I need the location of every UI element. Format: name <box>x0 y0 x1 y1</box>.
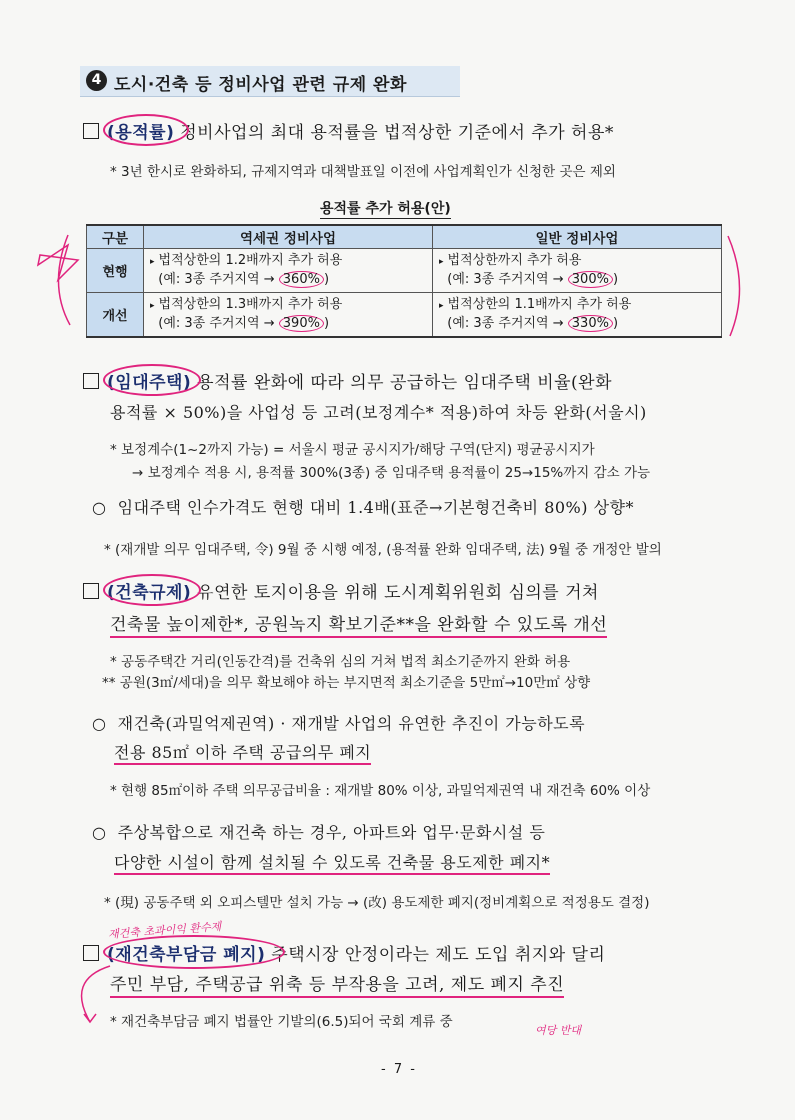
s2-note-2: → 보정계수 적용 시, 용적률 300%(3종) 중 임대주택 용적률이 25→15%까지 감소 가능 <box>132 465 651 481</box>
triangle-bullet-icon: ▸ <box>150 300 155 311</box>
checkbox-square-icon <box>83 373 99 389</box>
triangle-bullet-icon: ▸ <box>439 300 444 311</box>
pink-circle-mark <box>103 935 285 969</box>
s2-bullet: ○ 임대주택 인수가격도 현행 대비 1.4배(표준→기본형건축비 80%) 상향* <box>92 498 634 517</box>
handdrawn-arrow-icon <box>60 960 120 1030</box>
checkbox-square-icon <box>83 945 99 961</box>
pink-circle-mark <box>103 364 201 396</box>
table-cell: ▸ 법적상한의 1.2배까지 추가 허용 (예: 3종 주거지역 → 360% ) <box>144 249 433 293</box>
s3-bullet-2-note: * (現) 공동주택 외 오피스텔만 설치 가능 → (改) 용도제한 폐지(정비계획으로 적정용도 결정) <box>104 895 650 911</box>
checkbox-square-icon <box>83 583 99 599</box>
row-label: 개선 <box>87 293 144 337</box>
circle-bullet-icon: ○ <box>92 498 107 517</box>
s3-bullet-1-line1: ○ 재건축(과밀억제권역) · 재개발 사업의 유연한 추진이 가능하도록 <box>92 714 586 733</box>
checkbox-square-icon <box>83 123 99 139</box>
s3-text-1: 유연한 토지이용을 위해 도시계획위원회 심의를 거쳐 <box>197 583 599 603</box>
table-cell: ▸ 법적상한의 1.3배까지 추가 허용 (예: 3종 주거지역 → 390% ) <box>144 293 433 337</box>
table-cell: ▸ 법적상한의 1.1배까지 추가 허용 (예: 3종 주거지역 → 330% ) <box>433 293 722 337</box>
s3-note-1: * 공동주택간 거리(인동간격)를 건축위 심의 거쳐 법적 최소기준까지 완화 허용 <box>110 654 571 670</box>
s4-text-1: 주택시장 안정이라는 제도 도입 취지와 달리 <box>271 945 606 965</box>
handdrawn-bracket-icon <box>722 232 752 342</box>
s2-text-1: 용적률 완화에 따라 의무 공급하는 임대주택 비율(완화 <box>197 373 613 393</box>
page-number: - 7 - <box>381 1062 417 1077</box>
s3-bullet-1-line2: 전용 85㎡ 이하 주택 공급의무 폐지 <box>114 740 371 763</box>
handwritten-note-side: 여당 반대 <box>535 1024 582 1037</box>
table-header-general: 일반 정비사업 <box>433 225 722 249</box>
s3-bullet-2-line2: 다양한 시설이 함께 설치될 수 있도록 건축물 용도제한 폐지* <box>114 850 550 873</box>
s2-bullet-note: * (재개발 의무 임대주택, 令) 9월 중 시행 예정, (용적률 완화 임대주택, 法) 9월 중 개정안 발의 <box>104 542 662 558</box>
s4-tag: (재건축부담금 폐지) <box>107 945 266 965</box>
s1-tag: (용적률) <box>107 123 175 143</box>
table-title: 용적률 추가 허용(안) <box>320 198 451 219</box>
s4-note: * 재건축부담금 폐지 법률안 기발의(6.5)되어 국회 계류 중 <box>110 1014 453 1030</box>
table-header-station: 역세권 정비사업 <box>144 225 433 249</box>
s4-line2: 주민 부담, 주택공급 위축 등 부작용을 고려, 제도 폐지 추진 <box>110 970 564 995</box>
table-header-category: 구분 <box>87 225 144 249</box>
s3-bullet-2-line1: ○ 주상복합으로 재건축 하는 경우, 아파트와 업무·문화시설 등 <box>92 823 546 842</box>
s3-line2: 건축물 높이제한*, 공원녹지 확보기준**을 완화할 수 있도록 개선 <box>110 610 607 635</box>
triangle-bullet-icon: ▸ <box>439 257 444 267</box>
pink-circle-mark <box>103 574 201 606</box>
table-row <box>87 293 722 337</box>
s3-bullet-1-note: * 현행 85㎡이하 주택 의무공급비율 : 재개발 80% 이상, 과밀억제권역 내 재건축 60% 이상 <box>110 783 651 799</box>
table-cell: ▸ 법적상한까지 추가 허용 (예: 3종 주거지역 → 300% ) <box>433 249 722 293</box>
s2-line2: 용적률 × 50%)을 사업성 등 고려(보정계수* 적용)하여 차등 완화(서울시) <box>110 403 647 422</box>
heading-number: 4 <box>86 70 107 91</box>
s3-note-2: ** 공원(3㎡/세대)을 의무 확보해야 하는 부지면적 최소기준을 5만㎡→10만㎡ 상향 <box>102 675 591 691</box>
far-comparison-table <box>86 224 722 338</box>
table-row <box>87 249 722 293</box>
s3-tag: (건축규제) <box>107 583 192 603</box>
section-heading <box>80 66 460 97</box>
handwritten-note-top: 재건축 초과이익 환수제 <box>107 920 222 941</box>
s1-note: * 3년 한시로 완화하되, 규제지역과 대책발표일 이전에 사업계획인가 신청한 곳은 제외 <box>110 164 616 180</box>
s1-text: 정비사업의 최대 용적률을 법적상한 기준에서 추가 허용* <box>180 123 614 143</box>
circle-bullet-icon: ○ <box>92 823 107 842</box>
handdrawn-star-icon <box>28 225 88 335</box>
s2-tag: (임대주택) <box>107 373 192 393</box>
s2-note-1: * 보정계수(1~2까지 가능) = 서울시 평균 공시지가/해당 구역(단지) 평균공시지가 <box>110 442 595 458</box>
row-label: 현행 <box>87 249 144 293</box>
pink-circle-mark <box>103 114 189 146</box>
triangle-bullet-icon: ▸ <box>150 257 155 267</box>
circle-bullet-icon: ○ <box>92 714 107 733</box>
heading-title: 도시·건축 등 정비사업 관련 규제 완화 <box>114 75 407 95</box>
